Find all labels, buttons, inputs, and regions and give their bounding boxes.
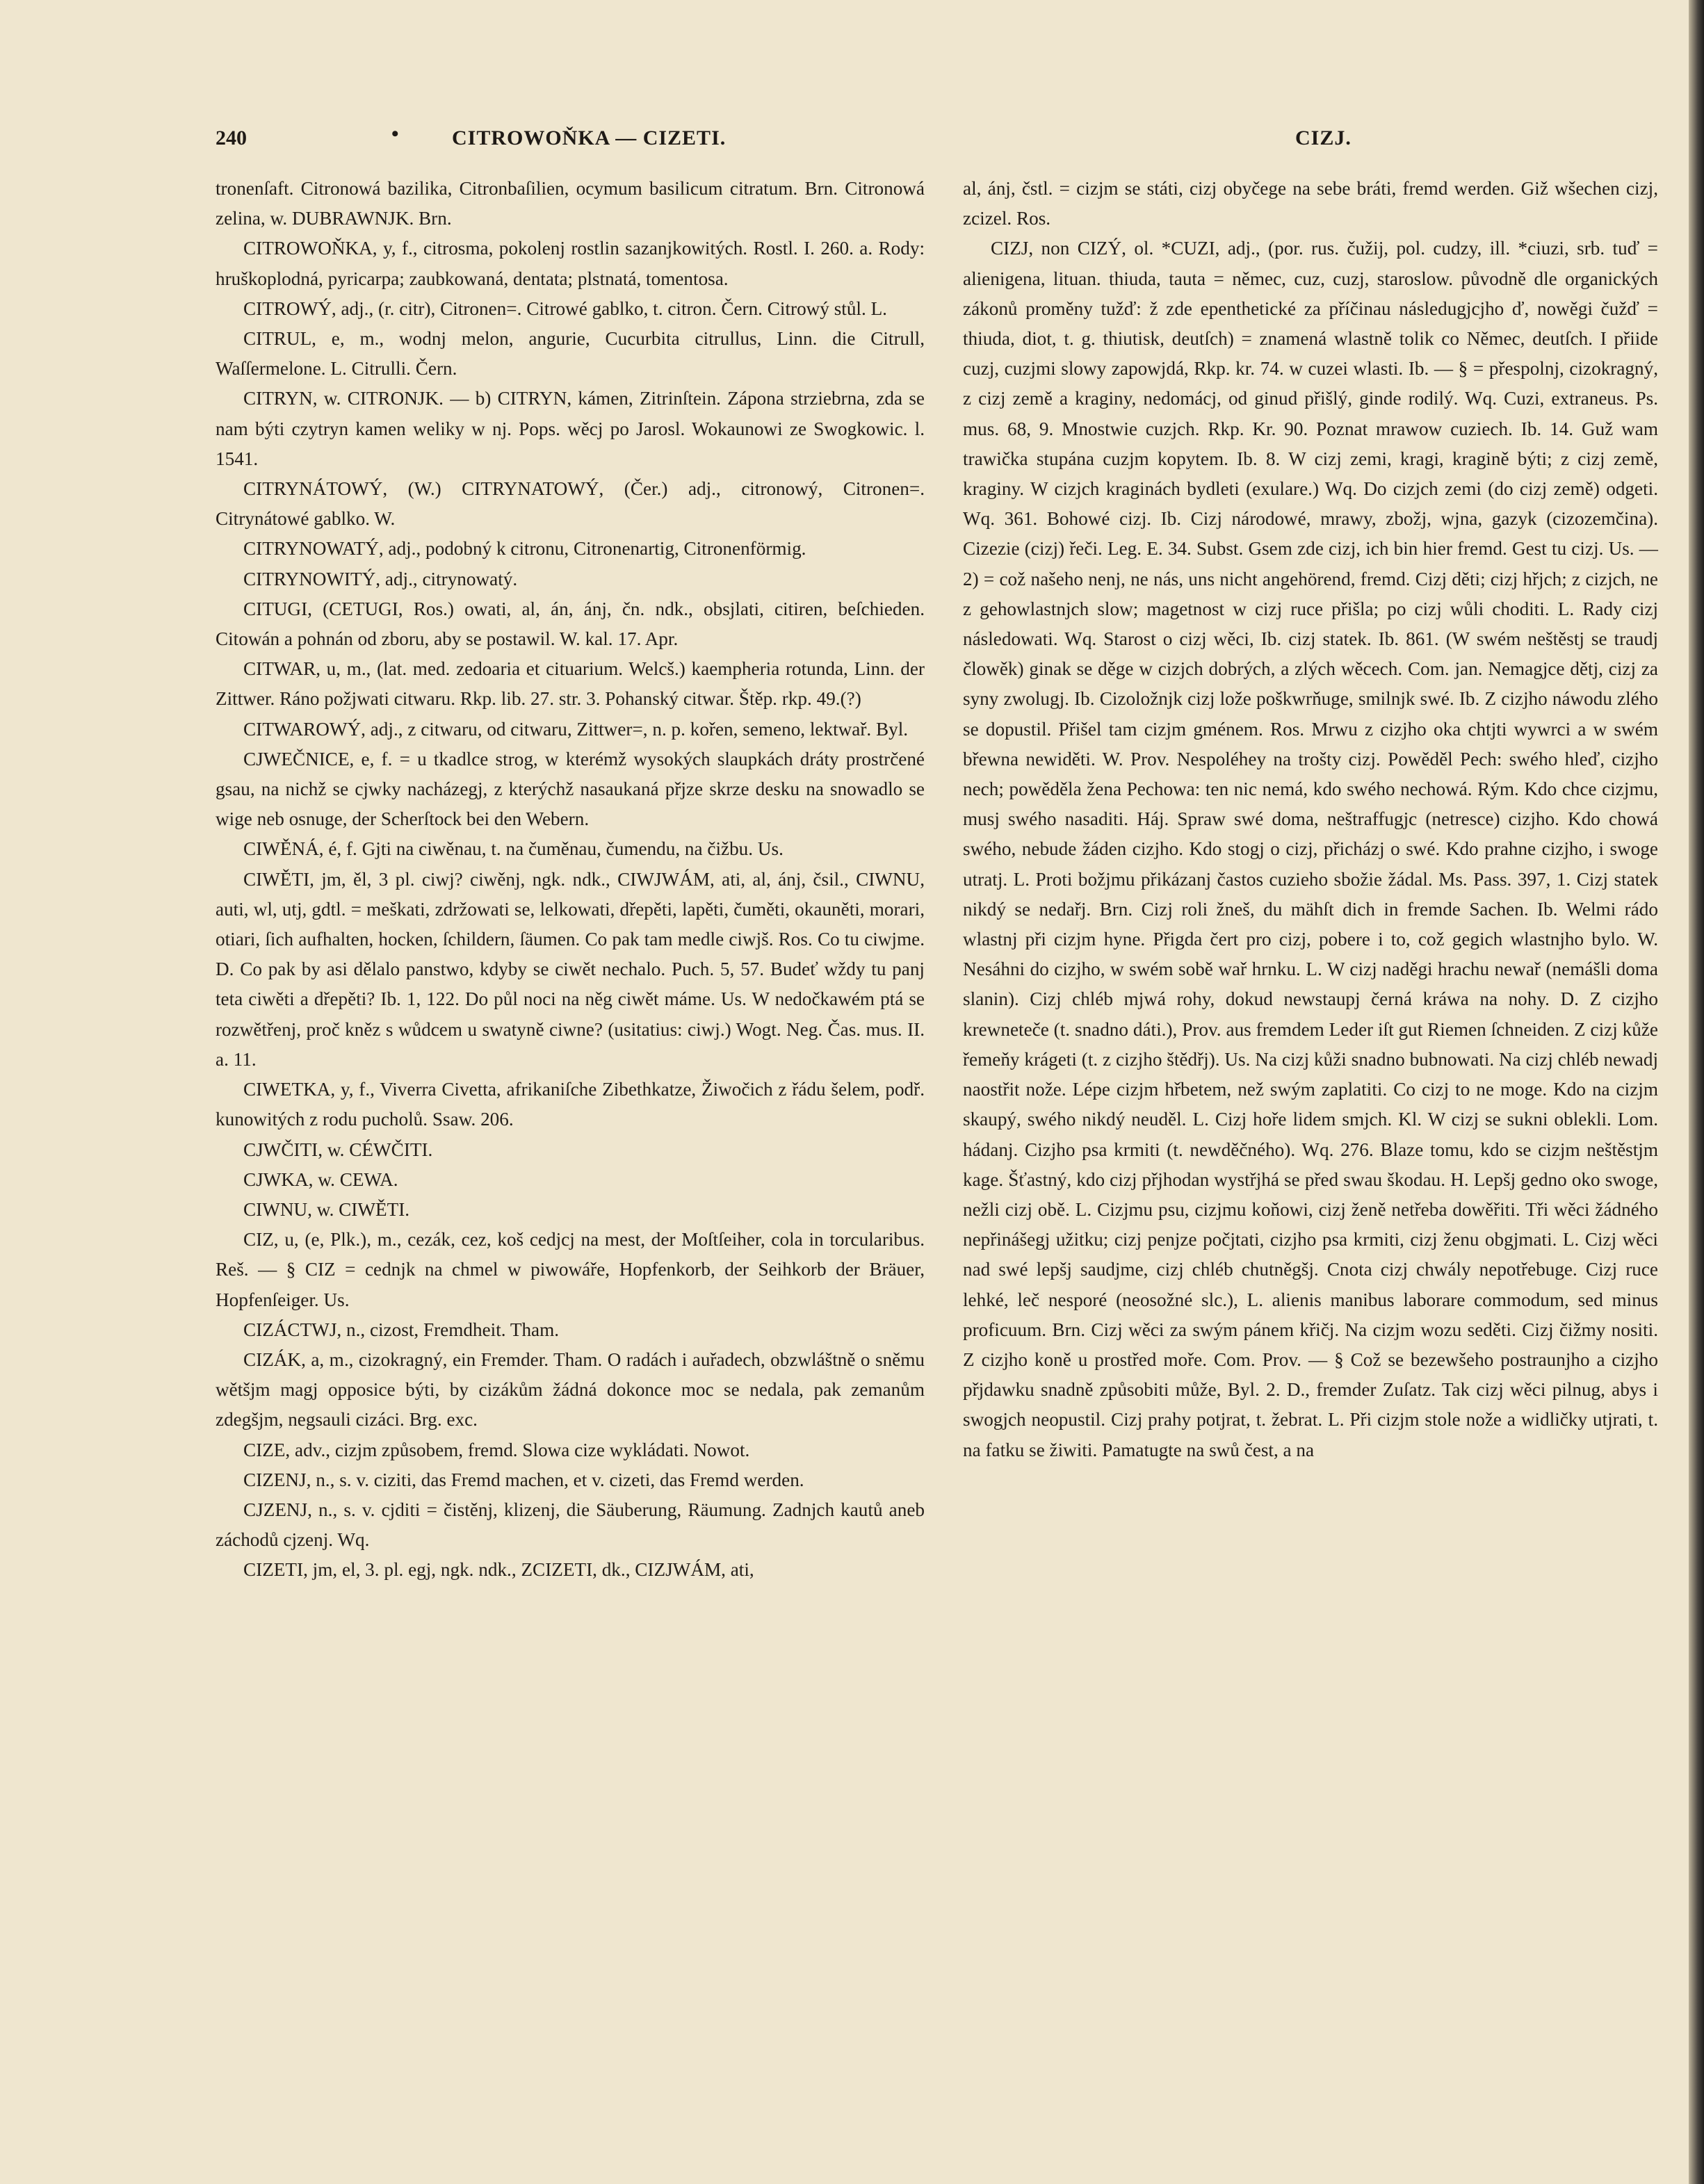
- page-edge-shadow: [1689, 0, 1704, 2184]
- dictionary-entry: CITRYNOWATÝ, adj., podobný k citronu, Citronenartig, Citronenförmig.: [243, 538, 806, 560]
- dictionary-entry: CIWNU, w. CIWĚTI.: [243, 1198, 410, 1220]
- dictionary-entry: CITWAR, u, m., (lat. med. zedoaria et cituarium. Welcš.) kaempheria rotunda, Linn. der Zittwer. Ráno požjwati citwaru. Rkp. lib. 27. str. 3. Pohanský citwar. Štěp. rkp. 49.(?): [216, 658, 925, 710]
- dictionary-entry: CIZÁCTWJ, n., cizost, Fremdheit. Tham.: [243, 1319, 560, 1340]
- dictionary-entry: CITUGI, (CETUGI, Ros.) owati, al, án, ánj, čn. ndk., obsjlati, citiren, beſchieden. Citowán a pohnán od zboru, aby se postawil. W. kal. 17. Apr.: [216, 598, 925, 650]
- right-column: [963, 174, 1658, 1465]
- dictionary-entry: CITWAROWÝ, adj., z citwaru, od citwaru, Zittwer=, n. p. kořen, semeno, lektwař. Byl.: [243, 718, 909, 740]
- dictionary-entry: CIZE, adv., cizjm způsobem, fremd. Slowa cize wykládati. Nowot.: [243, 1439, 750, 1460]
- right-running-title: CIZJ.: [1295, 127, 1352, 149]
- dictionary-entry: CITRUL, e, m., wodnj melon, angurie, Cucurbita citrullus, Linn. die Citrull, Waſſermelone. L. Citrulli. Čern.: [216, 328, 925, 380]
- dictionary-entry: CIZJ, non CIZÝ, ol. *CUZI, adj., (por. rus. čužij, pol. cudzy, ill. *ciuzi, srb. tuď = alienigena, lituan. thiuda, tauta = němec, cuz, cuzj, staroslow. původně dle organických zákonů proměny tužď: ž zde epenthetické za příčinau následugjcjho ď, nowěgi čužď = thiuda, diot, t. g. thiutisk, deutſch) = znamená wlastně tolik co Němec, deutſch. I přiide cuzj, cuzjmi slowy zapowjdá, Rkp. kr. 74. w cuzei wlasti. Ib. — § = přespolnj, cizokragný, z cizj země a kraginy, nedomácj, od ginud přišlý, ginde rodilý. Wq. Cuzi, extraneus. Ps. mus. 68, 9. Mnostwie cuzjch. Rkp. Kr. 90. Poznat mrawow cuziech. Ib. 14. Guž wam trawička stupána cuzjm kopytem. Ib. 8. W cizj zemi, kragi, kragině býti; z cizj země, kraginy. W cizjch kraginách bydleti (exulare.) Wq. Do cizjch zemi (do cizj země) odgeti. Wq. 361. Bohowé cizj. Ib. Cizj národowé, mrawy, zbožj, wjna, gazyk (cizozemčina). Cizezie (cizj) řeči. Leg. E. 34. Subst. Gsem zde cizj, ich bin hier fremd. Gest tu cizj. Us. — 2) = což našeho nenj, ne nás, uns nicht angehörend, fremd. Cizj děti; cizj hřjch; z cizjch, ne z gehowlastnjch slow; magetnost w cizj ruce přišla; po cizj wůli choditi. L. Rady cizj následowati. Wq. Starost o cizj wěci, Ib. cizj statek. Ib. 861. (W swém neštěstj se traudj člowěk) ginak se děge w cizjch dobrých, a zlých wěcech. Com. jan. Nemagjce dětj, cizj za syny zwolugj. Ib. Cizoložnjk cizj lože poškwrňuge, smilnjk swé. Ib. Z cizjho náwodu zlého se dopustil. Přišel tam cizjm gménem. Ros. Mrwu z cizjho oka chtjti wywrci a w swém břewna newiděti. W. Prov. Nespoléhey na trošty cizj. Powěděl Pech: swého hleď, cizjho nech; powěděla žena Pechowa: ten nic nemá, kdo swého nechowá. Rým. Kdo chce cizjmu, musj swého nasaditi. Háj. Spraw swé doma, neštraffugjc (netresce) cizjho. Kdo chowá swého, nebude žáden cizjho. Kdo stogj o cizj, přicházj o swé. Kdo prahne cizjho, i swoge utratj. L. Proti božjmu přikázanj častos cuzieho sbožie žádal. Ms. Pass. 397, 1. Cizj statek nikdý se nedařj. Brn. Cizj roli žneš, du mähſt dich in fremde Sachen. Ib. Welmi rádo wlastnj při cizjm hyne. Přigda čert pro cizj, pobere i to, což gegich wlastnjho bylo. W. Nesáhni do cizjho, w swém sobě wař hrnku. L. W cizj naděgi hrachu newař (nemášli doma slanin). Cizj chléb mjwá rohy, dokud newstaupj černá kráwa na nohy. D. Z cizjho krewneteče (t. snadno dáti.), Prov. aus fremdem Leder iſt gut Riemen ſchneiden. Z cizj kůže řemeňy krágeti (t. z cizjho štědřj). Us. Na cizj kůži snadno bubnowati. Na cizj chléb newadj naostřit nože. Lépe cizjm hřbetem, než swým zaplatiti. Co cizj to ne moge. Kdo na cizjm skaupý, swého nikdý neuděl. L. Cizj hoře lidem smjch. Kl. W cizj se sukni oblekli. Lom. hádanj. Cizjho psa krmiti (t. newděčného). Wq. 276. Blaze tomu, kdo se cizjm neštěstjm kage. Šťastný, kdo cizj přjhodan wystřjhá se před swau škodau. H. Lepšj gedno oko swoge, nežli cizj obě. L. Cizjmu psu, cizjmu koňowi, cizj ženě netřeba dowěřiti. Tři wěci žádného nepřinášegj užitku; cizj penjze počjtati, cizjho psa krmiti, cizj ženu obgjmati. L. Cizj wěci nad swé lepšj saudjme, cizj chléb chutněgšj. Cnota cizj chwály nepotřebuge. Cizj ruce lehké, leč nesporé (neosožné slc.), L. alienis manibus laborare commodum, sed minus proficuum. Brn. Cizj wěci za swým pánem křičj. Na cizjm wozu seděti. Cizj čižmy nositi. Z cizjho koně u prostřed moře. Com. Prov. — § Což se bezewšeho postraunjho a cizjho přjdawku snadně způsobiti může, Byl. 2. D., fremder Zuſatz. Tak cizj wěci pilnug, abys i swogjch neopustil. Cizj prahy potjrat, t. žebrat. L. Při cizjm stole nože a widličky utjrati, t. na fatku se žiwiti. Pamatugte na swů čest, a na: [963, 238, 1658, 1460]
- running-header: [216, 118, 1662, 160]
- dictionary-entry: CJWČITI, w. CÉWČITI.: [243, 1139, 433, 1160]
- dictionary-entry: CITRYN, w. CITRONJK. — b) CITRYN, kámen, Zitrinſtein. Zápona strziebrna, zda se nam býti czytryn kamen weliky w nj. Pops. wěcj po Jarosl. Wokaunowi ze Swogkowic. l. 1541.: [216, 388, 925, 469]
- dictionary-entry: tronenſaft. Citronowá bazilika, Citronbaſilien, ocymum basilicum citratum. Brn. Citronowá zelina, w. DUBRAWNJK. Brn.: [216, 178, 925, 229]
- dictionary-entry: CIZ, u, (e, Plk.), m., cezák, cez, koš cedjcj na mest, der Moſtſeiher, cola in torcularibus. Reš. — § CIZ = cednjk na chmel w piwowáře, Hopfenkorb, der Seihkorb der Bräuer, Hopfenſeiger. Us.: [216, 1229, 925, 1310]
- dictionary-entry: CIWĚNÁ, é, f. Gjti na ciwěnau, t. na čuměnau, čumendu, na čižbu. Us.: [243, 838, 784, 860]
- page-number: 240: [216, 127, 247, 149]
- dictionary-entry: CIWETKA, y, f., Viverra Civetta, afrikaniſche Zibethkatze, Žiwočich z řádu šelem, podř. kunowitých z rodu pucholů. Ssaw. 206.: [216, 1079, 925, 1130]
- left-column: [216, 174, 925, 1586]
- dictionary-entry: CJWEČNICE, e, f. = u tkadlce strog, w kterémž wysokých slaupkách dráty prostrčené gsau, na nichž se cjwky nacházegj, z kterýchž nasaukaná přjze skrze desku na snowadlo se wige neb osnuge, der Scherſtock bei den Webern.: [216, 748, 925, 830]
- dictionary-entry: CITRYNÁTOWÝ, (W.) CITRYNATOWÝ, (Čer.) adj., citronowý, Citronen=. Citrynátowé gablko. W.: [216, 478, 925, 530]
- dictionary-entry: CIZETI, jm, el, 3. pl. egj, ngk. ndk., ZCIZETI, dk., CIZJWÁM, ati,: [243, 1559, 754, 1581]
- dictionary-entry: CIZÁK, a, m., cizokragný, ein Fremder. Tham. O radách i auřadech, obzwláštně o sněmu wětšjm magj opposice býti, by cizákům žádná dokonce moc se nedala, pak zemanům zdegšjm, negsauli cizáci. Brg. exc.: [216, 1348, 925, 1431]
- left-running-title: CITROWOŇKA — CIZETI.: [452, 127, 727, 149]
- dictionary-entry: al, ánj, čstl. = cizjm se státi, cizj obyčege na sebe bráti, fremd werden. Giž wšechen cizj, zcizel. Ros.: [963, 178, 1658, 229]
- dictionary-entry: CITROWOŇKA, y, f., citrosma, pokolenj rostlin sazanjkowitých. Rostl. I. 260. a. Rody: hruškoplodná, pyricarpa; zaubkowaná, dentata; plstnatá, tomentosa.: [216, 238, 925, 289]
- dictionary-entry: CITROWÝ, adj., (r. citr), Citronen=. Citrowé gablko, t. citron. Čern. Citrowý stůl. L.: [243, 298, 887, 319]
- header-dot: •: [391, 122, 399, 145]
- dictionary-entry: CJWKA, w. CEWA.: [243, 1168, 398, 1190]
- dictionary-entry: CJZENJ, n., s. v. cjditi = čistěnj, klizenj, die Säuberung, Räumung. Zadnjch kautů aneb záchodů cjzenj. Wq.: [216, 1499, 925, 1551]
- dictionary-entry: CITRYNOWITÝ, adj., citrynowatý.: [243, 568, 518, 589]
- dictionary-entry: CIZENJ, n., s. v. ciziti, das Fremd machen, et v. cizeti, das Fremd werden.: [243, 1469, 804, 1490]
- dictionary-entry: CIWĚTI, jm, ěl, 3 pl. ciwj? ciwěnj, ngk. ndk., CIWJWÁM, ati, al, ánj, čsil., CIWNU, auti, wl, utj, gdtl. = meškati, zdržowati se, lelkowati, dřepěti, lapěti, čuměti, okauněti, morari, otiari, ſich aufhalten, hocken, ſchildern, ſäumen. Co pak tam medle ciwjš. Ros. Co tu ciwjme. D. Co pak by asi dělalo panstwo, kdyby se ciwět nechalo. Puch. 5, 57. Budeť wždy tu panj teta ciwěti a dřepěti? Ib. 1, 122. Do půl noci na něg ciwět máme. Us. W nedočkawém ptá se rozwětřenj, proč kněz s wůdcem u swatyně ciwne? (usitatius: ciwj.) Wogt. Neg. Čas. mus. II. a. 11.: [216, 868, 925, 1070]
